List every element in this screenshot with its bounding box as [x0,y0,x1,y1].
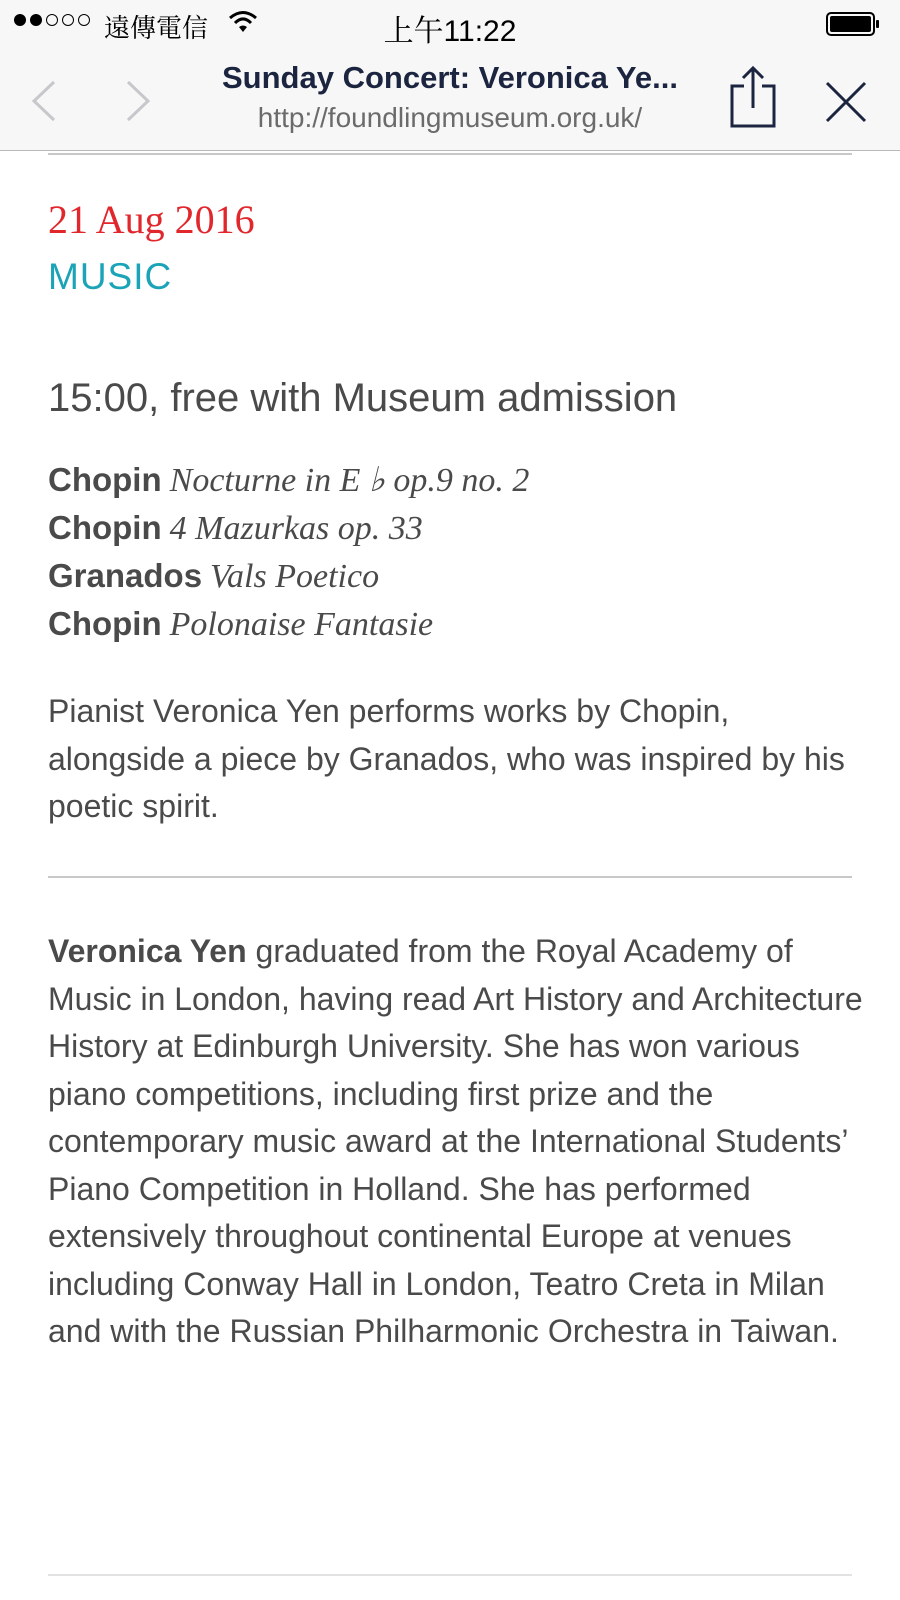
performer-bio [48,928,864,1356]
program-list [48,456,529,648]
composer-name: Chopin [48,509,162,546]
event-category-link[interactable]: MUSIC [48,256,173,297]
performer-name: Veronica Yen [48,933,247,969]
program-item [48,504,529,552]
event-date: 21 Aug 2016 [48,197,255,242]
bio-text: graduated from the Royal Academy of Music in London, having read Art History and Architecture History at Edinburgh University. She has won various piano competitions, including first prize and the contemporary music award at the International Students’ Piano Competition in Holland. She has performed extensively throughout continental Europe at venues including Conway Hall in London, Teatro Creta in Milan and with the Russian Philharmonic Orchestra in Taiwan. [48,933,863,1349]
battery-icon [826,12,880,36]
forward-arrow-icon[interactable] [122,78,154,124]
divider [48,1574,852,1576]
clock-time: 上午11:22 [383,15,517,48]
close-icon[interactable] [824,80,868,124]
work-title: Polonaise Fantasie [169,606,434,643]
browser-nav-bar [0,50,900,151]
carrier-name: 遠傳電信 [104,13,209,43]
work-title: 4 Mazurkas op. 33 [169,510,423,547]
composer-name: Chopin [48,605,162,642]
composer-name: Granados [48,557,203,594]
back-arrow-icon[interactable] [28,78,60,124]
event-intro: Pianist Veronica Yen performs works by Chopin, alongside a piece by Granados, who was inspired by his poetic spirit. [48,693,845,824]
work-title: Nocturne in E ♭ op.9 no. 2 [169,462,530,499]
page-url[interactable]: http://foundlingmuseum.org.uk/ [257,102,643,133]
page-title: Sunday Concert: Veronica Ye... [222,60,678,95]
program-item [48,552,529,600]
share-icon[interactable] [728,64,778,130]
event-time: 15:00, free with Museum admission [48,376,678,420]
program-item [48,600,529,648]
divider [48,153,852,155]
composer-name: Chopin [48,461,162,498]
work-title: Vals Poetico [210,558,380,595]
status-bar [0,0,900,50]
divider [48,876,852,878]
program-item [48,456,529,504]
